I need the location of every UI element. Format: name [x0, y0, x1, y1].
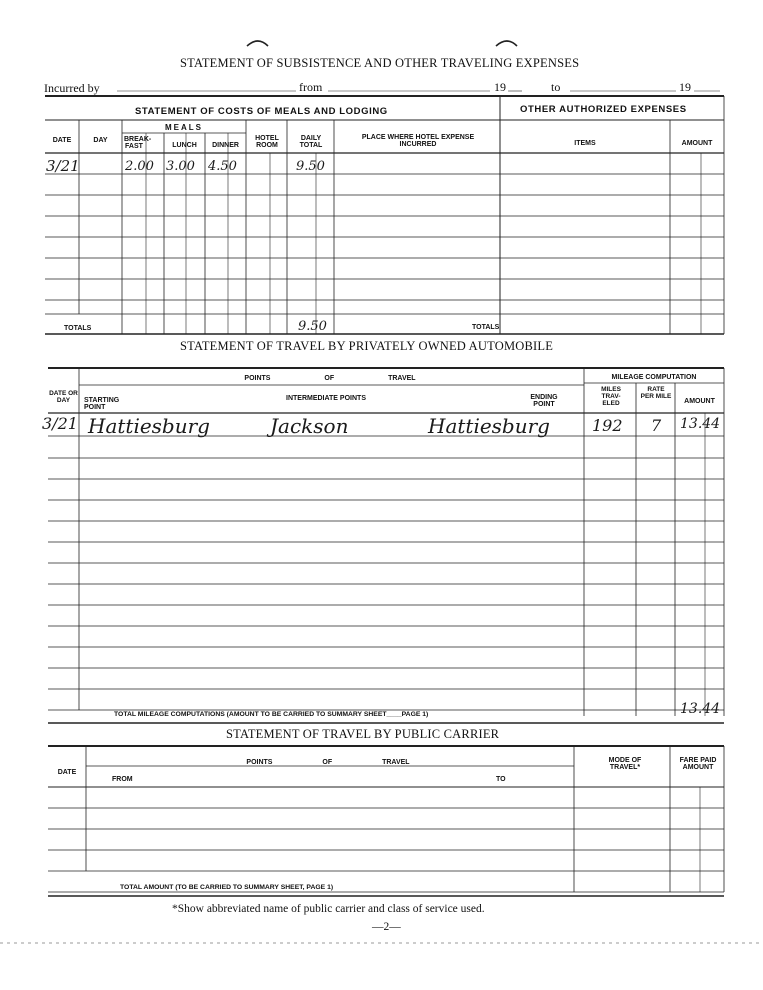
col-date-header: DATE — [52, 137, 72, 144]
auto-total-amount: 13.44 — [680, 701, 721, 717]
auto-row-starting: Hattiesburg — [88, 414, 210, 438]
auto-col-ending-header: ENDING POINT — [530, 394, 558, 408]
meals-row-dinner: 4.50 — [208, 159, 237, 174]
auto-section-title: STATEMENT OF TRAVEL BY PRIVATELY OWNED AUTOMOBILE — [180, 339, 554, 353]
carrier-col-points-header: POINTS OF TRAVEL — [246, 759, 410, 766]
carrier-section-title: STATEMENT OF TRAVEL BY PUBLIC CARRIER — [226, 727, 500, 741]
other-expenses-title: OTHER AUTHORIZED EXPENSES — [520, 104, 687, 115]
auto-row-date: 3/21 — [42, 414, 78, 433]
from-label: from — [299, 80, 323, 94]
meals-lodging-title: STATEMENT OF COSTS OF MEALS AND LODGING — [135, 106, 388, 117]
auto-total-label: TOTAL MILEAGE COMPUTATIONS (AMOUNT TO BE CARRIED TO SUMMARY SHEET____PAGE 1) — [114, 711, 429, 718]
carrier-from-label: FROM — [112, 776, 133, 783]
auto-row-miles: 192 — [592, 416, 623, 435]
auto-row-rate: 7 — [651, 416, 662, 435]
meals-row-daily-total: 9.50 — [296, 159, 325, 174]
incurred-by-label: Incurred by — [44, 81, 100, 95]
meals-row-date: 3/21 — [46, 157, 80, 175]
col-hotel-room-header: HOTEL ROOM — [255, 135, 279, 149]
auto-col-intermediate-header: INTERMEDIATE POINTS — [286, 395, 366, 402]
carrier-col-fare-header: FARE PAID AMOUNT — [679, 757, 717, 771]
col-breakfast-header: BREAK-FAST — [124, 136, 152, 150]
auto-col-date-header: DATE OR DAY — [49, 390, 78, 404]
carrier-col-mode-header: MODE OF TRAVEL* — [608, 757, 642, 771]
auto-col-rate-header: RATE PER MILE — [640, 386, 672, 400]
footnote: *Show abbreviated name of public carrier and class of service used. — [172, 903, 485, 915]
carrier-col-date-header: DATE — [57, 769, 77, 776]
meals-totals-label: TOTALS — [64, 325, 92, 332]
auto-col-mileage-header: MILEAGE COMPUTATION — [611, 374, 697, 381]
other-totals-label: TOTALS — [472, 324, 500, 331]
carrier-to-label: TO — [496, 776, 506, 783]
meals-row-breakfast: 2.00 — [125, 159, 154, 174]
col-place-header: PLACE WHERE HOTEL EXPENSE INCURRED — [361, 134, 475, 148]
page-title: STATEMENT OF SUBSISTENCE AND OTHER TRAVELING EXPENSES — [180, 56, 580, 70]
col-amount-header: AMOUNT — [681, 140, 713, 147]
auto-col-amount-header: AMOUNT — [684, 398, 715, 405]
auto-col-points-header: POINTS OF TRAVEL — [244, 375, 416, 382]
auto-row-ending: Hattiesburg — [428, 414, 550, 438]
meals-row-lunch: 3.00 — [166, 159, 195, 174]
page-number: —2— — [372, 921, 401, 933]
col-items-header: ITEMS — [574, 140, 596, 147]
col-meals-header: MEALS — [165, 123, 203, 132]
col-day-header: DAY — [93, 137, 108, 144]
auto-col-starting-header: STARTING POINT — [84, 397, 120, 411]
year-label-1: 19 — [494, 80, 506, 94]
col-daily-total-header: DAILY TOTAL — [299, 135, 323, 149]
auto-row-intermediate: Jackson — [270, 414, 349, 438]
col-dinner-header: DINNER — [212, 142, 239, 149]
auto-row-amount: 13.44 — [680, 416, 721, 432]
auto-col-miles-header: MILES TRAV-ELED — [601, 386, 621, 407]
col-lunch-header: LUNCH — [172, 142, 197, 149]
to-label: to — [551, 80, 561, 94]
carrier-total-label: TOTAL AMOUNT (TO BE CARRIED TO SUMMARY SHEET, PAGE 1) — [120, 884, 334, 891]
meals-total-daily: 9.50 — [298, 319, 327, 334]
year-label-2: 19 — [679, 80, 691, 94]
